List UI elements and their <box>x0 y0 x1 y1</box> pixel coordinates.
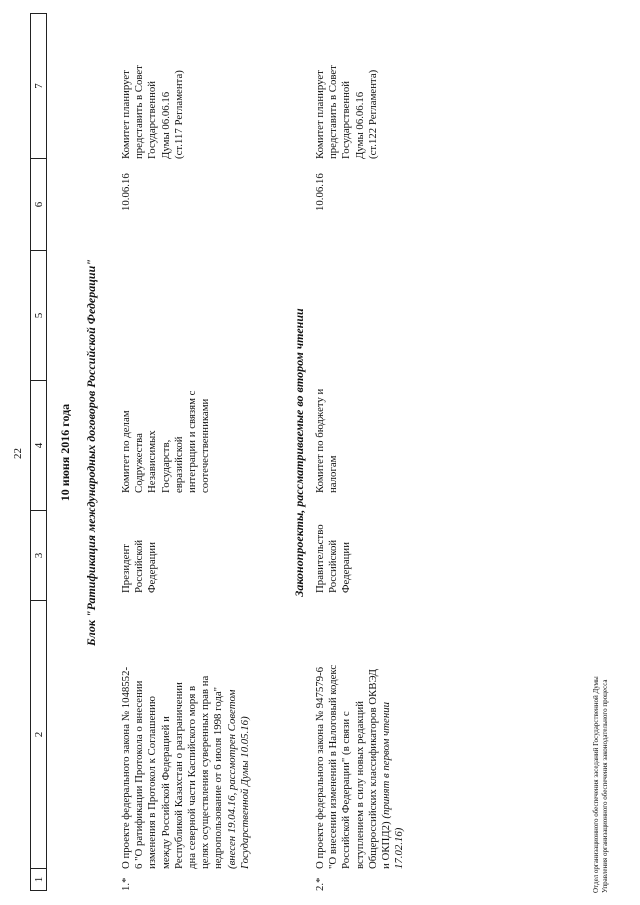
item-1-description-block <box>120 664 252 869</box>
item-1-date: 10.06.16 <box>120 173 132 211</box>
column-header-4: 4 <box>31 381 47 511</box>
item-1-description: О проекте федерального закона № 1048552-6 "О ратификации Протокола о внесении изменения в Протокол к Соглашению между Российской Федерацией и Республикой Казахстан о разграничении дна северной части Каспийского моря в целях осуществления суверенных прав на недропользование от 6 июля 1998 года" <box>120 666 225 869</box>
item-2-status: Комитет планирует представить в Совет Государственной Думы 06.06.16 (ст.122 Регламента) <box>314 65 379 159</box>
column-header-3: 3 <box>31 511 47 601</box>
footer <box>592 433 610 893</box>
item-2-subnote: (в связи с вступлением в силу новых редакций Общероссийских классификаторов ОКВЭД и ОКПД2) <box>340 668 393 869</box>
date-heading: 10 июня 2016 года <box>58 403 72 502</box>
column-header-7: 7 <box>31 14 47 159</box>
column-header-1: 1 <box>31 869 47 891</box>
item-2-date: 10.06.16 <box>314 173 326 211</box>
item-2-note: (принят в первом чтении 17.02.16) <box>380 702 406 869</box>
column-header-table <box>30 13 47 891</box>
item-2-initiator: Правительство Российской Федерации <box>314 524 353 593</box>
item-2-number: 2.* <box>314 877 326 891</box>
item-1-status: Комитет планирует представить в Совет Государственной Думы 06.06.16 (ст.117 Регламента) <box>120 65 185 159</box>
item-1-initiator: Президент Российской Федерации <box>120 539 159 593</box>
item-2-committee: Комитет по бюджету и налогам <box>314 388 340 493</box>
block-heading: Блок "Ратификация международных договоров Российской Федерации" <box>84 259 98 646</box>
footer-line-1: Отдел организационного обеспечения заседаний Государственной Думы <box>592 676 600 893</box>
column-header-5: 5 <box>31 251 47 381</box>
item-1-note: (внесен 19.04.16, рассмотрен Советом Государственной Думы 10.05.16) <box>225 689 251 869</box>
item-2-description-block <box>314 664 406 869</box>
column-header-2: 2 <box>31 601 47 869</box>
section-heading: Законопроекты, рассматриваемые во втором чтении <box>292 308 306 597</box>
item-1-committee: Комитет по делам Содружества Независимых Государств, евразийской интеграции и связям с соотечественниками <box>120 390 212 493</box>
item-1-number: 1.* <box>120 877 132 891</box>
footer-line-2: Управления организационного обеспечения законодательного процесса <box>601 679 609 893</box>
column-header-6: 6 <box>31 159 47 251</box>
page-number: 22 <box>12 448 24 459</box>
item-2-description: О проекте федерального закона № 947579-6 "О внесении изменений в Налоговый кодекс Российской Федерации" <box>314 664 353 869</box>
